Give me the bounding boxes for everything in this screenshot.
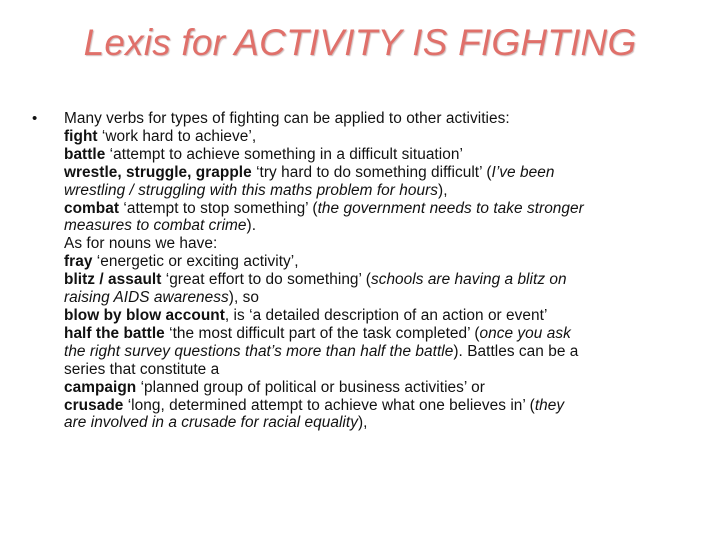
term-text: blow by blow account [64, 306, 225, 324]
term-text: blitz / assault [64, 271, 162, 289]
text-line [64, 289, 694, 307]
text-run: As for nouns we have: [64, 235, 218, 253]
text-run: ‘great effort to do something’ ( [161, 271, 371, 289]
text-line [64, 217, 694, 235]
text-line [64, 146, 694, 164]
text-run: ). [246, 217, 257, 235]
text-run: ‘planned group of political or business activities’ or [136, 378, 485, 396]
text-line [64, 110, 694, 128]
text-line [64, 307, 694, 325]
text-run: , is ‘a detailed description of an action or event’ [224, 306, 548, 324]
text-run: ‘energetic or exciting activity’, [92, 253, 299, 271]
term-text: fight [64, 127, 98, 145]
text-line [64, 128, 694, 146]
text-run: ), [438, 181, 448, 199]
text-line [64, 343, 694, 361]
example-text: they [534, 396, 565, 414]
text-run: ‘attempt to stop something’ ( [119, 199, 318, 217]
bullet-body-text [64, 110, 694, 432]
text-run: ‘try hard to do something difficult’ ( [251, 163, 492, 181]
term-text: crusade [64, 396, 124, 414]
term-text: half the battle [64, 324, 165, 342]
term-text: fray [64, 253, 93, 271]
slide-title: Lexis for ACTIVITY IS FIGHTING [83, 22, 637, 63]
term-text: combat [64, 199, 120, 217]
example-text: I’ve been [491, 163, 555, 181]
example-text: are involved in a crusade for racial equality [64, 414, 358, 432]
term-text: battle [64, 145, 106, 163]
text-line [64, 200, 694, 218]
text-line [64, 325, 694, 343]
text-run: ‘long, determined attempt to achieve what one believes in’ ( [123, 396, 535, 414]
text-run: ‘attempt to achieve something in a difficult situation’ [105, 145, 463, 163]
example-text: once you ask [479, 324, 571, 342]
text-line [64, 414, 694, 432]
term-text: campaign [64, 378, 137, 396]
bullet-marker: • [32, 110, 38, 127]
text-run: ‘the most difficult part of the task completed’ ( [164, 324, 480, 342]
example-text: raising AIDS awareness [64, 289, 229, 307]
text-run: ), [357, 414, 368, 432]
text-line [64, 253, 694, 271]
text-run: series that constitute a [64, 360, 220, 378]
text-line [64, 235, 694, 253]
example-text: wrestling / struggling with this maths problem for hours [64, 181, 439, 199]
example-text: schools are having a blitz on [370, 271, 567, 289]
example-text: measures to combat crime [64, 217, 247, 235]
text-run: ). Battles can be a [453, 342, 579, 360]
text-run: ‘work hard to achieve’, [97, 127, 257, 145]
example-text: the government needs to take stronger [317, 199, 584, 217]
text-line [64, 182, 694, 200]
text-run: ), so [228, 289, 259, 307]
text-line [64, 164, 694, 182]
example-text: the right survey questions that’s more than half the battle [64, 342, 454, 360]
text-line [64, 271, 694, 289]
text-run: Many verbs for types of fighting can be applied to other activities: [64, 110, 510, 127]
term-text: wrestle, struggle, grapple [64, 163, 252, 181]
text-line [64, 361, 694, 379]
text-line [64, 397, 694, 415]
text-line [64, 379, 694, 397]
